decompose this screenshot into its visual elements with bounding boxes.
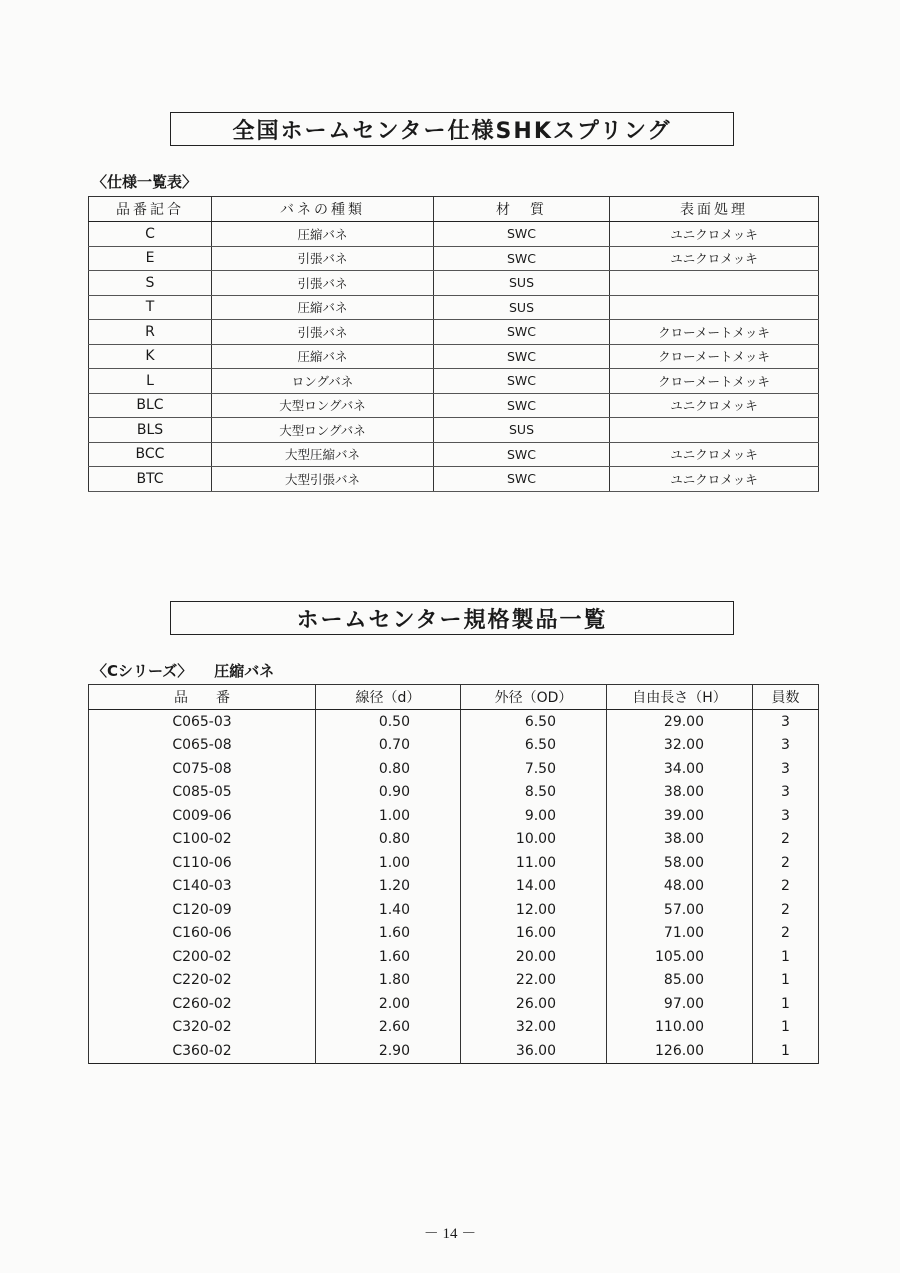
c-cell-wire-diameter: 1.60: [316, 945, 461, 969]
spec-header-code: 品番記合: [89, 197, 212, 222]
spec-cell-finish: ユニクロメッキ: [610, 393, 819, 418]
spec-table-row: [89, 418, 819, 443]
spec-cell-type: 大型引張バネ: [212, 467, 434, 492]
c-cell-part-number: C065-08: [89, 734, 316, 758]
c-cell-part-number: C260-02: [89, 992, 316, 1016]
spec-table-row: [89, 320, 819, 345]
c-cell-outer-diameter: 10.00: [461, 828, 607, 852]
spec-cell-code: R: [89, 320, 212, 345]
c-cell-outer-diameter: 8.50: [461, 781, 607, 805]
c-cell-free-length: 105.00: [607, 945, 753, 969]
c-cell-wire-diameter: 2.00: [316, 992, 461, 1016]
spec-cell-material: SWC: [434, 320, 610, 345]
spec-table-row: [89, 222, 819, 247]
c-cell-outer-diameter: 36.00: [461, 1039, 607, 1063]
c-table-row: [89, 992, 819, 1016]
spec-cell-finish: クローメートメッキ: [610, 369, 819, 394]
c-cell-part-number: C360-02: [89, 1039, 316, 1063]
spec-cell-type: 引張バネ: [212, 246, 434, 271]
c-cell-wire-diameter: 0.50: [316, 710, 461, 734]
c-table-row: [89, 804, 819, 828]
spec-table-row: [89, 467, 819, 492]
c-cell-part-number: C009-06: [89, 804, 316, 828]
spec-cell-finish: ユニクロメッキ: [610, 442, 819, 467]
spec-cell-type: 引張バネ: [212, 271, 434, 296]
c-cell-free-length: 58.00: [607, 851, 753, 875]
spec-cell-code: T: [89, 295, 212, 320]
series-subtitle: 圧縮バネ: [214, 662, 275, 680]
c-cell-quantity: 2: [753, 875, 819, 899]
c-cell-part-number: C085-05: [89, 781, 316, 805]
spec-cell-finish: [610, 418, 819, 443]
c-cell-quantity: 3: [753, 804, 819, 828]
c-cell-wire-diameter: 0.80: [316, 757, 461, 781]
spec-cell-code: BCC: [89, 442, 212, 467]
spec-table-header-row: [89, 197, 819, 222]
spec-cell-type: 大型ロングバネ: [212, 393, 434, 418]
c-cell-outer-diameter: 9.00: [461, 804, 607, 828]
c-cell-outer-diameter: 22.00: [461, 969, 607, 993]
c-header-outer-diameter: 外径（OD）: [461, 685, 607, 710]
spec-cell-finish: クローメートメッキ: [610, 320, 819, 345]
spec-cell-material: SUS: [434, 271, 610, 296]
spec-cell-finish: ユニクロメッキ: [610, 246, 819, 271]
spec-cell-type: 大型ロングバネ: [212, 418, 434, 443]
spec-cell-material: SWC: [434, 369, 610, 394]
c-table-row: [89, 922, 819, 946]
spec-cell-type: ロングバネ: [212, 369, 434, 394]
spec-cell-finish: [610, 271, 819, 296]
c-table-row: [89, 734, 819, 758]
c-cell-part-number: C220-02: [89, 969, 316, 993]
c-header-wire-diameter: 線径（d）: [316, 685, 461, 710]
c-cell-outer-diameter: 32.00: [461, 1016, 607, 1040]
c-cell-free-length: 71.00: [607, 922, 753, 946]
series-name: 〈Cシリーズ〉: [92, 662, 193, 680]
spec-cell-code: L: [89, 369, 212, 394]
spec-cell-material: SWC: [434, 467, 610, 492]
c-cell-outer-diameter: 12.00: [461, 898, 607, 922]
spec-cell-finish: ユニクロメッキ: [610, 222, 819, 247]
c-cell-free-length: 110.00: [607, 1016, 753, 1040]
spec-cell-code: BLC: [89, 393, 212, 418]
c-cell-part-number: C100-02: [89, 828, 316, 852]
spec-cell-material: SWC: [434, 246, 610, 271]
spec-cell-code: K: [89, 344, 212, 369]
c-cell-part-number: C120-09: [89, 898, 316, 922]
c-cell-free-length: 34.00: [607, 757, 753, 781]
spec-cell-code: S: [89, 271, 212, 296]
c-cell-wire-diameter: 1.60: [316, 922, 461, 946]
c-cell-outer-diameter: 7.50: [461, 757, 607, 781]
spec-cell-material: SUS: [434, 418, 610, 443]
c-table-row: [89, 1039, 819, 1063]
c-cell-part-number: C065-03: [89, 710, 316, 734]
c-cell-wire-diameter: 1.40: [316, 898, 461, 922]
c-cell-quantity: 2: [753, 851, 819, 875]
spec-table-row: [89, 442, 819, 467]
spec-cell-code: E: [89, 246, 212, 271]
spec-cell-finish: ユニクロメッキ: [610, 467, 819, 492]
spec-cell-material: SWC: [434, 222, 610, 247]
spec-cell-material: SWC: [434, 344, 610, 369]
spec-cell-type: 圧縮バネ: [212, 295, 434, 320]
c-cell-outer-diameter: 11.00: [461, 851, 607, 875]
product-section-title: ホームセンター規格製品一覧: [170, 601, 734, 635]
c-cell-wire-diameter: 1.00: [316, 804, 461, 828]
c-cell-free-length: 57.00: [607, 898, 753, 922]
c-table-header-row: [89, 685, 819, 710]
spec-cell-finish: クローメートメッキ: [610, 344, 819, 369]
c-cell-wire-diameter: 0.80: [316, 828, 461, 852]
spec-cell-type: 圧縮バネ: [212, 344, 434, 369]
c-header-free-length: 自由長さ（H）: [607, 685, 753, 710]
spec-table-row: [89, 344, 819, 369]
c-cell-part-number: C110-06: [89, 851, 316, 875]
spec-header-type: バネの種類: [212, 197, 434, 222]
c-cell-quantity: 3: [753, 757, 819, 781]
c-cell-part-number: C200-02: [89, 945, 316, 969]
c-cell-free-length: 85.00: [607, 969, 753, 993]
spec-cell-material: SWC: [434, 442, 610, 467]
spec-table-row: [89, 393, 819, 418]
c-cell-free-length: 97.00: [607, 992, 753, 1016]
c-cell-quantity: 2: [753, 922, 819, 946]
spec-cell-code: C: [89, 222, 212, 247]
c-table-row: [89, 781, 819, 805]
c-cell-free-length: 32.00: [607, 734, 753, 758]
c-cell-outer-diameter: 26.00: [461, 992, 607, 1016]
c-cell-quantity: 3: [753, 710, 819, 734]
c-cell-quantity: 3: [753, 781, 819, 805]
c-cell-free-length: 126.00: [607, 1039, 753, 1063]
spec-table-row: [89, 295, 819, 320]
c-table-row: [89, 875, 819, 899]
c-cell-free-length: 39.00: [607, 804, 753, 828]
c-table-row: [89, 757, 819, 781]
spec-table-label: 〈仕様一覧表〉: [92, 173, 198, 191]
c-table-row: [89, 851, 819, 875]
c-cell-wire-diameter: 0.90: [316, 781, 461, 805]
c-header-part-number: 品 番: [89, 685, 316, 710]
spec-cell-type: 大型圧縮バネ: [212, 442, 434, 467]
c-cell-quantity: 3: [753, 734, 819, 758]
spec-header-material: 材 質: [434, 197, 610, 222]
c-cell-free-length: 38.00: [607, 828, 753, 852]
c-cell-wire-diameter: 2.90: [316, 1039, 461, 1063]
c-cell-quantity: 1: [753, 992, 819, 1016]
c-cell-wire-diameter: 1.00: [316, 851, 461, 875]
c-cell-free-length: 48.00: [607, 875, 753, 899]
spec-table: [88, 196, 819, 492]
spec-table-row: [89, 369, 819, 394]
spec-section-title: 全国ホームセンター仕様SHKスプリング: [170, 112, 734, 146]
c-cell-quantity: 2: [753, 898, 819, 922]
c-cell-free-length: 29.00: [607, 710, 753, 734]
c-table-row: [89, 710, 819, 734]
spec-table-row: [89, 271, 819, 296]
series-label: [92, 660, 274, 681]
c-table-row: [89, 945, 819, 969]
c-cell-part-number: C160-06: [89, 922, 316, 946]
c-cell-outer-diameter: 14.00: [461, 875, 607, 899]
c-cell-quantity: 1: [753, 969, 819, 993]
page-number: － 14 －: [423, 1226, 477, 1242]
c-cell-free-length: 38.00: [607, 781, 753, 805]
c-table-row: [89, 898, 819, 922]
c-header-quantity: 員数: [753, 685, 819, 710]
spec-cell-type: 引張バネ: [212, 320, 434, 345]
c-cell-wire-diameter: 0.70: [316, 734, 461, 758]
spec-cell-material: SUS: [434, 295, 610, 320]
spec-table-row: [89, 246, 819, 271]
c-table-row: [89, 1016, 819, 1040]
c-table-row: [89, 969, 819, 993]
spec-cell-type: 圧縮バネ: [212, 222, 434, 247]
spec-cell-finish: [610, 295, 819, 320]
c-cell-part-number: C320-02: [89, 1016, 316, 1040]
c-cell-quantity: 2: [753, 828, 819, 852]
c-cell-outer-diameter: 20.00: [461, 945, 607, 969]
c-cell-part-number: C140-03: [89, 875, 316, 899]
c-cell-wire-diameter: 1.80: [316, 969, 461, 993]
c-table-row: [89, 828, 819, 852]
c-series-table: [88, 684, 819, 1064]
spec-cell-code: BTC: [89, 467, 212, 492]
c-cell-wire-diameter: 1.20: [316, 875, 461, 899]
c-cell-quantity: 1: [753, 945, 819, 969]
c-cell-part-number: C075-08: [89, 757, 316, 781]
spec-cell-code: BLS: [89, 418, 212, 443]
c-cell-quantity: 1: [753, 1016, 819, 1040]
c-cell-quantity: 1: [753, 1039, 819, 1063]
c-cell-outer-diameter: 16.00: [461, 922, 607, 946]
c-cell-outer-diameter: 6.50: [461, 710, 607, 734]
spec-header-finish: 表面処理: [610, 197, 819, 222]
spec-cell-material: SWC: [434, 393, 610, 418]
c-cell-outer-diameter: 6.50: [461, 734, 607, 758]
c-cell-wire-diameter: 2.60: [316, 1016, 461, 1040]
